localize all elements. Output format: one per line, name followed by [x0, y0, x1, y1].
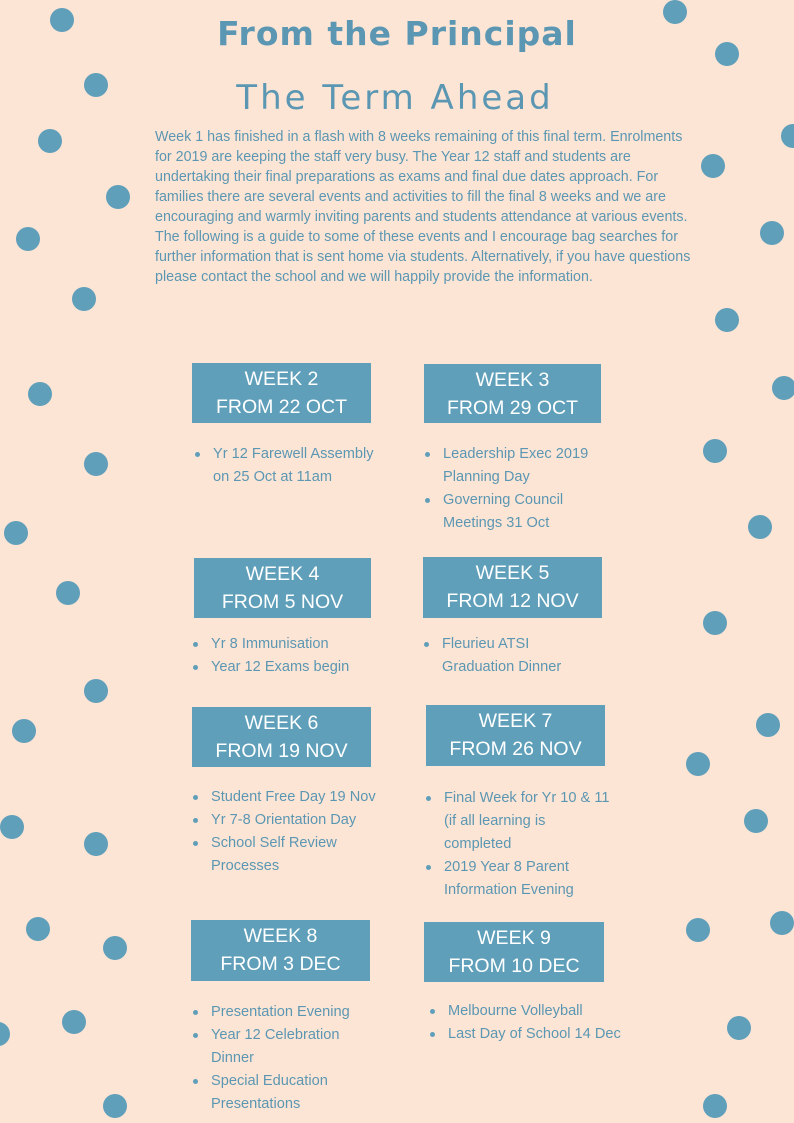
decorative-dot — [748, 515, 772, 539]
decorative-dot — [84, 832, 108, 856]
week-label: WEEK 2 — [244, 368, 319, 390]
week-date: FROM 19 NOV — [215, 740, 348, 762]
decorative-dot — [84, 679, 108, 703]
week-8-events — [192, 1001, 377, 1116]
event-item: 2019 Year 8 Parent Information Evening — [425, 856, 610, 902]
week-label: WEEK 3 — [475, 369, 550, 391]
event-item: Student Free Day 19 Nov — [192, 786, 392, 809]
week-3-events — [424, 443, 614, 535]
decorative-dot — [686, 918, 710, 942]
week-label: WEEK 8 — [243, 925, 318, 947]
decorative-dot — [38, 129, 62, 153]
decorative-dot — [770, 911, 794, 935]
decorative-dot — [0, 1022, 10, 1046]
week-date: FROM 22 OCT — [215, 396, 348, 418]
week-6-events — [192, 786, 392, 878]
event-item: Year 12 Celebration Dinner — [192, 1024, 377, 1070]
week-label: WEEK 7 — [478, 710, 553, 732]
week-9-heading — [424, 922, 604, 982]
decorative-dot — [4, 521, 28, 545]
decorative-dot — [56, 581, 80, 605]
decorative-dot — [703, 611, 727, 635]
week-date: FROM 10 DEC — [448, 955, 580, 977]
week-7-heading — [426, 705, 605, 766]
decorative-dot — [744, 809, 768, 833]
week-5-heading — [423, 557, 602, 618]
week-8-heading — [191, 920, 370, 981]
decorative-dot — [72, 287, 96, 311]
week-label: WEEK 4 — [245, 563, 320, 585]
decorative-dot — [703, 1094, 727, 1118]
event-item: School Self Review Processes — [192, 832, 392, 878]
event-item: Last Day of School 14 Dec — [429, 1023, 644, 1046]
decorative-dot — [756, 713, 780, 737]
week-date: FROM 29 OCT — [446, 397, 579, 419]
event-item: Yr 8 Immunisation — [192, 633, 392, 656]
intro-paragraph: The following is a guide to some of these events and I encourage bag searches for further information that is sent home via students. Alternatively, if you have questions please contact the school and we will happily provide the information. — [155, 229, 691, 285]
event-item: Yr 7-8 Orientation Day — [192, 809, 392, 832]
decorative-dot — [727, 1016, 751, 1040]
intro-text — [155, 127, 695, 287]
decorative-dot — [16, 227, 40, 251]
event-item: Leadership Exec 2019 Planning Day — [424, 443, 614, 489]
decorative-dot — [781, 124, 794, 148]
page-subtitle: The Term Ahead — [236, 78, 554, 118]
event-item: Final Week for Yr 10 & 11 (if all learning is completed — [425, 787, 610, 856]
decorative-dot — [772, 376, 794, 400]
week-date: FROM 12 NOV — [446, 590, 579, 612]
decorative-dot — [103, 936, 127, 960]
decorative-dot — [0, 815, 24, 839]
decorative-dot — [701, 154, 725, 178]
week-4-heading — [194, 558, 371, 618]
week-9-events — [429, 1000, 644, 1046]
week-date: FROM 5 NOV — [221, 591, 344, 613]
decorative-dot — [62, 1010, 86, 1034]
event-item: Melbourne Volleyball — [429, 1000, 644, 1023]
week-5-events — [423, 633, 593, 679]
decorative-dot — [103, 1094, 127, 1118]
decorative-dot — [28, 382, 52, 406]
event-item: Special Education Presentations — [192, 1070, 377, 1116]
page-title: From the Principal — [217, 14, 577, 53]
week-2-events — [194, 443, 374, 489]
event-item: Fleurieu ATSI Graduation Dinner — [423, 633, 593, 679]
week-label: WEEK 9 — [477, 927, 551, 949]
decorative-dot — [106, 185, 130, 209]
decorative-dot — [84, 452, 108, 476]
decorative-dot — [26, 917, 50, 941]
week-3-heading — [424, 364, 601, 423]
decorative-dot — [715, 308, 739, 332]
week-label: WEEK 5 — [475, 562, 550, 584]
decorative-dot — [686, 752, 710, 776]
decorative-dot — [12, 719, 36, 743]
event-item: Year 12 Exams begin — [192, 656, 392, 679]
week-7-events — [425, 787, 610, 902]
event-item: Presentation Evening — [192, 1001, 377, 1024]
event-item: Governing Council Meetings 31 Oct — [424, 489, 614, 535]
week-date: FROM 26 NOV — [449, 738, 582, 760]
week-date: FROM 3 DEC — [220, 953, 341, 975]
event-item: Yr 12 Farewell Assembly on 25 Oct at 11am — [194, 443, 374, 489]
week-4-events — [192, 633, 392, 679]
week-6-heading — [192, 707, 371, 767]
decorative-dot — [760, 221, 784, 245]
week-2-heading — [192, 363, 371, 423]
intro-paragraph: Week 1 has finished in a flash with 8 weeks remaining of this final term. Enrolments for 2019 are keeping the staff very busy. The Year 12 staff and students are undertaking their final preparations as exams and final due dates approach. For families there are several events and activities to fill the final 8 weeks and we are encouraging and warmly inviting parents and students attendance at various events. — [155, 129, 688, 225]
decorative-dot — [703, 439, 727, 463]
week-label: WEEK 6 — [244, 712, 319, 734]
